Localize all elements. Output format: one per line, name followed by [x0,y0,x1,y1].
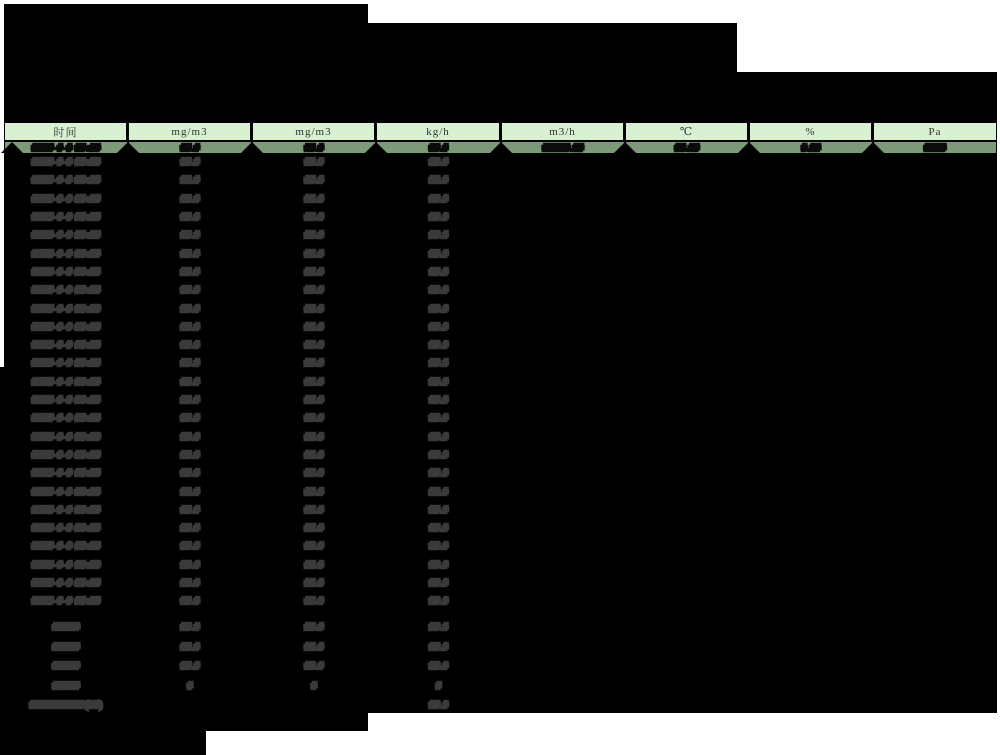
table-cell [128,618,252,638]
unit-header-row [4,121,997,142]
table-cell [4,318,128,336]
redacted-value-blob: ##.# [180,211,200,224]
redacted-value-blob: ##.# [428,699,449,712]
redacted-value-blob: ##.# [428,503,449,516]
redacted-value-blob: ##.# [428,660,449,673]
redacted-value-blob: ##.# [428,467,449,480]
table-cell [252,446,376,464]
redacted-value-blob: ##.# [428,339,449,352]
redacted-value-blob: ##.# [180,577,200,590]
table-cell [376,337,501,355]
redacted-value-blob: ##.# [180,357,200,370]
table-cell [376,483,501,501]
unit-header-cell-celsius: ℃ [626,123,747,140]
table-cell [252,574,376,592]
table-cell [252,618,376,638]
unit-header-cell-mgm3b: mg/m3 [253,123,374,140]
redacted-value-blob: ##.# [428,430,449,443]
table-cell [252,677,376,697]
redacted-value-blob: ####-#-# ##:## [31,142,101,154]
redacted-value-blob: ####-#-# ##:## [31,284,101,297]
redacted-value-blob: ##.# [304,503,324,516]
redacted-value-blob: ####-#-# ##:## [31,192,101,205]
redacted-value-blob: ##.# [304,660,324,673]
redacted-value-blob: ##.# [180,485,200,498]
redacted-value-blob: ##.# [180,394,200,407]
redacted-value-blob: ##### [52,660,80,673]
redacted-value-blob: ##.# [304,467,324,480]
redacted-value-blob: ##.# [180,302,200,315]
redacted-value-blob: ##.# [180,540,200,553]
redacted-value-blob: ####-#-# ##:## [31,339,101,352]
unit-header-cell-mgm3a: mg/m3 [129,123,250,140]
redacted-value-blob: ##.# [304,302,324,315]
redacted-value-blob: ####-#-# ##:## [31,430,101,443]
redacted-value-blob: #####.## [542,142,584,154]
bottom-block-step2 [0,731,206,755]
filter-arrow-icon[interactable] [614,142,636,153]
table-cell [252,483,376,501]
redacted-value-blob: ##.# [428,448,449,461]
redacted-value-blob: ##.# [304,485,324,498]
table-cell [4,190,128,208]
table-cell [376,501,501,519]
table-cell [252,593,376,611]
first-row-cell [5,142,127,153]
filter-arrow-icon[interactable] [365,142,387,153]
table-cell [128,300,252,318]
table-cell [376,657,501,677]
table-cell [376,638,501,658]
table-cell [376,696,501,716]
table-cell [128,282,252,300]
redacted-value-blob: ####-#-# ##:## [31,394,101,407]
table-cell [4,263,128,281]
redacted-value-blob: ##.# [428,621,449,634]
redacted-value-blob: ##.# [180,284,200,297]
redacted-value-blob: # [435,679,442,692]
table-cell [376,227,501,245]
table-cell [128,483,252,501]
table-cell [4,208,128,226]
first-row-cell [502,142,624,153]
table-cell [4,638,128,658]
redacted-value-blob: ####-#-# ##:## [31,229,101,242]
table-cell [376,190,501,208]
table-cell [252,245,376,263]
table-cell [252,373,376,391]
redacted-value-blob: ##.# [304,229,324,242]
table-cell [252,172,376,190]
table-cell [4,501,128,519]
redacted-value-blob: ##.# [428,229,449,242]
redacted-value-blob: ##.# [304,558,324,571]
table-cell [376,574,501,592]
table-cell [252,556,376,574]
redacted-value-blob: ##.# [428,247,449,260]
redacted-value-blob: ####-#-# ##:## [31,595,101,608]
redacted-value-blob: ##.# [180,467,200,480]
table-cell [4,465,128,483]
redacted-value-blob: ##.# [180,558,200,571]
redacted-value-blob: ##.# [428,394,449,407]
redacted-value-blob: ####-#-# ##:## [31,174,101,187]
redacted-value-blob: ##.# [304,192,324,205]
redacted-value-blob: ##.# [180,621,200,634]
redacted-value-blob: ##.# [304,339,324,352]
table-cell [252,391,376,409]
table-cell [376,677,501,697]
redacted-value-blob: ##.# [304,640,324,653]
redacted-value-blob: ####-#-# ##:## [31,522,101,535]
table-cell [376,172,501,190]
redacted-value-blob: ##.# [304,375,324,388]
redacted-value-blob: ##.# [428,640,449,653]
table-cell [128,391,252,409]
redacted-value-blob: ##.# [180,174,200,187]
table-cell [128,657,252,677]
table-cell [128,428,252,446]
unit-header-cell-time: 时间 [5,123,126,140]
table-cell [4,172,128,190]
table-cell [128,538,252,556]
table-cell [128,465,252,483]
title-block-row1 [4,4,368,23]
redacted-value-blob: ##.# [304,357,324,370]
redacted-value-blob: #### [924,142,946,154]
table-cell [252,263,376,281]
redacted-value-blob: ##.# [304,430,324,443]
redacted-value-blob: #.## [801,142,821,154]
table-cell [4,574,128,592]
table-cell [4,428,128,446]
table-cell [4,410,128,428]
table-cell [4,446,128,464]
redacted-value-blob: ##### [52,679,80,692]
redacted-value-blob: ####-#-# ##:## [31,577,101,590]
table-cell [4,538,128,556]
table-cell [252,520,376,538]
table-cell [376,593,501,611]
redacted-value-blob: ####-#-# ##:## [31,302,101,315]
redacted-value-blob: ##.# [428,595,449,608]
redacted-value-blob: ##.# [180,142,200,154]
redacted-value-blob: ##.# [428,412,449,425]
table-cell [4,520,128,538]
table-cell [252,638,376,658]
redacted-value-blob: ##.# [428,485,449,498]
redacted-value-blob: ####-#-# ##:## [31,467,101,480]
table-cell [4,373,128,391]
redacted-value-blob: ##.# [180,320,200,333]
table-cell [376,300,501,318]
redacted-value-blob: ##.## [674,142,700,154]
table-cell [4,337,128,355]
table-cell [252,154,376,172]
redacted-value-blob: ####-#-# ##:## [31,448,101,461]
redacted-value-blob: ##.# [428,302,449,315]
redacted-value-blob: ##.# [304,522,324,535]
redacted-value-blob: ##.# [180,448,200,461]
table-cell [4,391,128,409]
redacted-value-blob: ##.# [304,448,324,461]
redacted-value-blob: ####-#-# ##:## [31,265,101,278]
bottom-block-step1 [4,713,368,731]
redacted-value-blob: ##.# [180,412,200,425]
table-cell [252,282,376,300]
table-cell [376,208,501,226]
redacted-value-blob: ##.# [180,265,200,278]
redacted-value-blob: ##.# [304,577,324,590]
redacted-value-blob: ##.# [180,640,200,653]
table-cell [128,677,252,697]
redacted-value-blob: ##.# [304,247,324,260]
table-cell [128,208,252,226]
redacted-value-blob: ##.# [304,174,324,187]
table-cell [128,373,252,391]
redacted-value-blob: ##.# [304,595,324,608]
redacted-value-blob: ##.# [304,211,324,224]
table-cell [252,300,376,318]
table-cell [128,227,252,245]
first-row-cell [750,142,872,153]
redacted-value-blob: ####-#-# ##:## [31,156,101,169]
redacted-value-blob: ##.# [180,339,200,352]
filter-arrow-icon[interactable] [738,142,760,153]
table-cell [4,677,128,697]
redacted-value-blob: ##.# [180,247,200,260]
table-cell [4,154,128,172]
table-cell [252,337,376,355]
redacted-value-blob: ##.# [428,558,449,571]
table-cell [376,245,501,263]
filter-arrow-icon[interactable] [1,142,23,153]
table-cell [128,446,252,464]
table-cell [128,263,252,281]
redacted-value-blob: ##.# [428,577,449,590]
table-cell [128,154,252,172]
unit-header-cell-percent: % [750,123,871,140]
table-cell [376,446,501,464]
redacted-value-blob: ##.# [428,320,449,333]
table-cell [4,483,128,501]
table-cell [376,373,501,391]
table-cell [376,263,501,281]
redacted-value-blob: ####-#-# ##:## [31,540,101,553]
redacted-value-blob: ##.# [180,192,200,205]
first-row-cell [129,142,251,153]
redacted-value-blob: ####-#-# ##:## [31,412,101,425]
redacted-value-blob: ##.# [428,357,449,370]
redacted-value-blob: ##.# [428,174,449,187]
table-cell [128,593,252,611]
redacted-value-blob: ##.# [428,522,449,535]
redacted-value-blob: ##.# [304,156,324,169]
table-cell [4,657,128,677]
table-cell [376,618,501,638]
redacted-value-blob: ##.# [428,375,449,388]
table-cell [128,337,252,355]
redacted-value-blob: ##.# [180,229,200,242]
table-cell [4,696,128,716]
title-block-row2 [4,23,737,72]
table-cell [128,556,252,574]
table-cell [128,520,252,538]
redacted-value-blob: ##.# [428,211,449,224]
first-row-cell [874,142,996,153]
redacted-value-blob: ##.# [180,522,200,535]
table-cell [252,227,376,245]
table-cell [128,501,252,519]
table-cell [252,657,376,677]
table-cell [4,593,128,611]
redacted-value-blob: ##.# [180,430,200,443]
table-cell [4,355,128,373]
table-cell [128,410,252,428]
redacted-value-blob: ##.# [304,142,324,154]
filter-arrow-icon[interactable] [490,142,512,153]
table-cell [376,318,501,336]
redacted-value-blob: ##########(##) [29,699,103,712]
first-row-cell [253,142,375,153]
title-block-row3 [4,72,997,121]
table-cell [4,245,128,263]
filter-arrow-icon[interactable] [862,142,884,153]
table-cell [4,556,128,574]
table-cell [128,245,252,263]
redacted-value-blob: ##### [52,640,80,653]
table-cell [376,410,501,428]
redacted-value-blob: ##.# [180,660,200,673]
table-cell [376,538,501,556]
table-cell [252,318,376,336]
table-cell [4,227,128,245]
table-cell [376,465,501,483]
table-cell [376,355,501,373]
redacted-value-blob: ##.# [428,192,449,205]
table-cell [376,556,501,574]
table-cell [252,538,376,556]
redacted-value-blob: ####-#-# ##:## [31,558,101,571]
table-cell [376,154,501,172]
table-cell [128,355,252,373]
redacted-value-blob: ##.# [304,394,324,407]
table-cell [252,428,376,446]
redacted-value-blob: ##.# [180,156,200,169]
redacted-value-blob: ##### [52,621,80,634]
redacted-value-blob: ####-#-# ##:## [31,357,101,370]
first-row-cell [626,142,748,153]
first-row-cell [377,142,500,153]
filter-arrow-icon[interactable] [117,142,139,153]
redacted-value-blob: ##.# [304,320,324,333]
redacted-value-blob: # [187,679,193,692]
table-cell [128,172,252,190]
redacted-value-blob: ####-#-# ##:## [31,211,101,224]
table-cell [376,282,501,300]
table-cell [128,574,252,592]
table-cell [252,208,376,226]
table-cell [376,520,501,538]
redacted-value-blob: ##.# [428,156,449,169]
redacted-value-blob: # [311,679,317,692]
redacted-value-blob: ####-#-# ##:## [31,503,101,516]
unit-header-cell-pa: Pa [874,123,996,140]
redacted-value-blob: ##.# [428,540,449,553]
table-cell [252,355,376,373]
table-cell [252,465,376,483]
table-cell [128,638,252,658]
table-cell [128,318,252,336]
redacted-value-blob: ##.# [304,265,324,278]
unit-header-cell-kgh: kg/h [377,123,499,140]
redacted-value-blob: ####-#-# ##:## [31,247,101,260]
table-cell [376,391,501,409]
unit-header-cell-m3h: m3/h [502,123,623,140]
redacted-value-blob: ##.# [428,284,449,297]
redacted-value-blob: ####-#-# ##:## [31,320,101,333]
redacted-value-blob: ####-#-# ##:## [31,485,101,498]
table-cell [4,618,128,638]
table-cell [252,410,376,428]
redacted-value-blob: ##.# [304,412,324,425]
redacted-value-blob: ##.# [180,503,200,516]
table-cell [252,501,376,519]
redacted-value-blob: ##.# [428,142,449,154]
redacted-value-blob: ##.# [304,540,324,553]
redacted-value-blob: ##.# [180,595,200,608]
redacted-value-blob: ##.# [428,265,449,278]
table-cell [4,282,128,300]
table-cell [376,428,501,446]
redacted-value-blob: ##.# [180,375,200,388]
redacted-value-blob: ##.# [304,621,324,634]
table-cell [128,190,252,208]
table-cell [4,300,128,318]
redacted-value-blob: ##.# [304,284,324,297]
filter-arrow-icon[interactable] [241,142,263,153]
table-cell [252,190,376,208]
redacted-value-blob: ####-#-# ##:## [31,375,101,388]
